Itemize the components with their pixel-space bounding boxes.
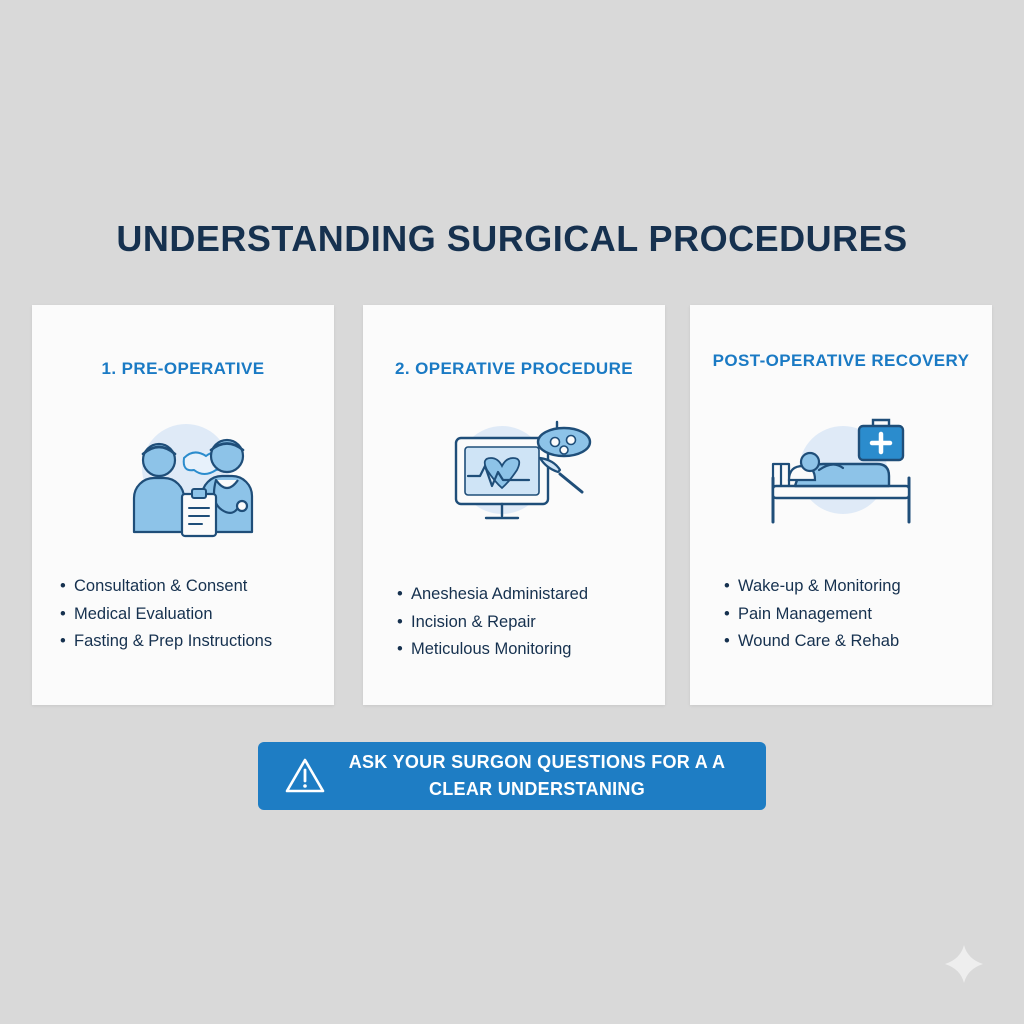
operating-room-monitor-icon (363, 405, 665, 545)
card-title: 2. OPERATIVE PROCEDURE (394, 359, 634, 378)
card-title: 1. PRE-OPERATIVE (101, 359, 265, 378)
card-title: POST-OPERATIVE RECOVERY (712, 351, 970, 370)
sparkle-icon (942, 942, 986, 986)
list-item: • Medical Evaluation (74, 601, 314, 629)
card-row (32, 305, 992, 705)
card-item-list (411, 581, 645, 664)
list-item: • Pain Management (738, 601, 972, 629)
warning-triangle-icon (282, 753, 328, 799)
doctor-and-patient-consultation-icon (32, 405, 334, 545)
card-operative-procedure[interactable] (363, 305, 665, 705)
list-item: • Wake-up & Monitoring (738, 573, 972, 601)
hospital-bed-recovery-icon (690, 405, 992, 545)
list-item: • Aneshesia Administared (411, 581, 645, 609)
card-pre-operative[interactable] (32, 305, 334, 705)
card-item-list (738, 573, 972, 656)
call-to-action-banner[interactable] (258, 742, 766, 810)
list-item: • Wound Care & Rehab (738, 628, 972, 656)
card-post-operative-recovery[interactable] (690, 305, 992, 705)
banner-text: ASK YOUR SURGON QUESTIONS FOR A A CLEAR UNDERSTANING (348, 752, 726, 799)
list-item: • Consultation & Consent (74, 573, 314, 601)
list-item: • Fasting & Prep Instructions (74, 628, 314, 656)
page-title: UNDERSTANDING SURGICAL PROCEDURES (116, 218, 908, 259)
card-item-list (74, 573, 314, 656)
list-item: • Incision & Repair (411, 609, 645, 637)
list-item: • Meticulous Monitoring (411, 636, 645, 664)
